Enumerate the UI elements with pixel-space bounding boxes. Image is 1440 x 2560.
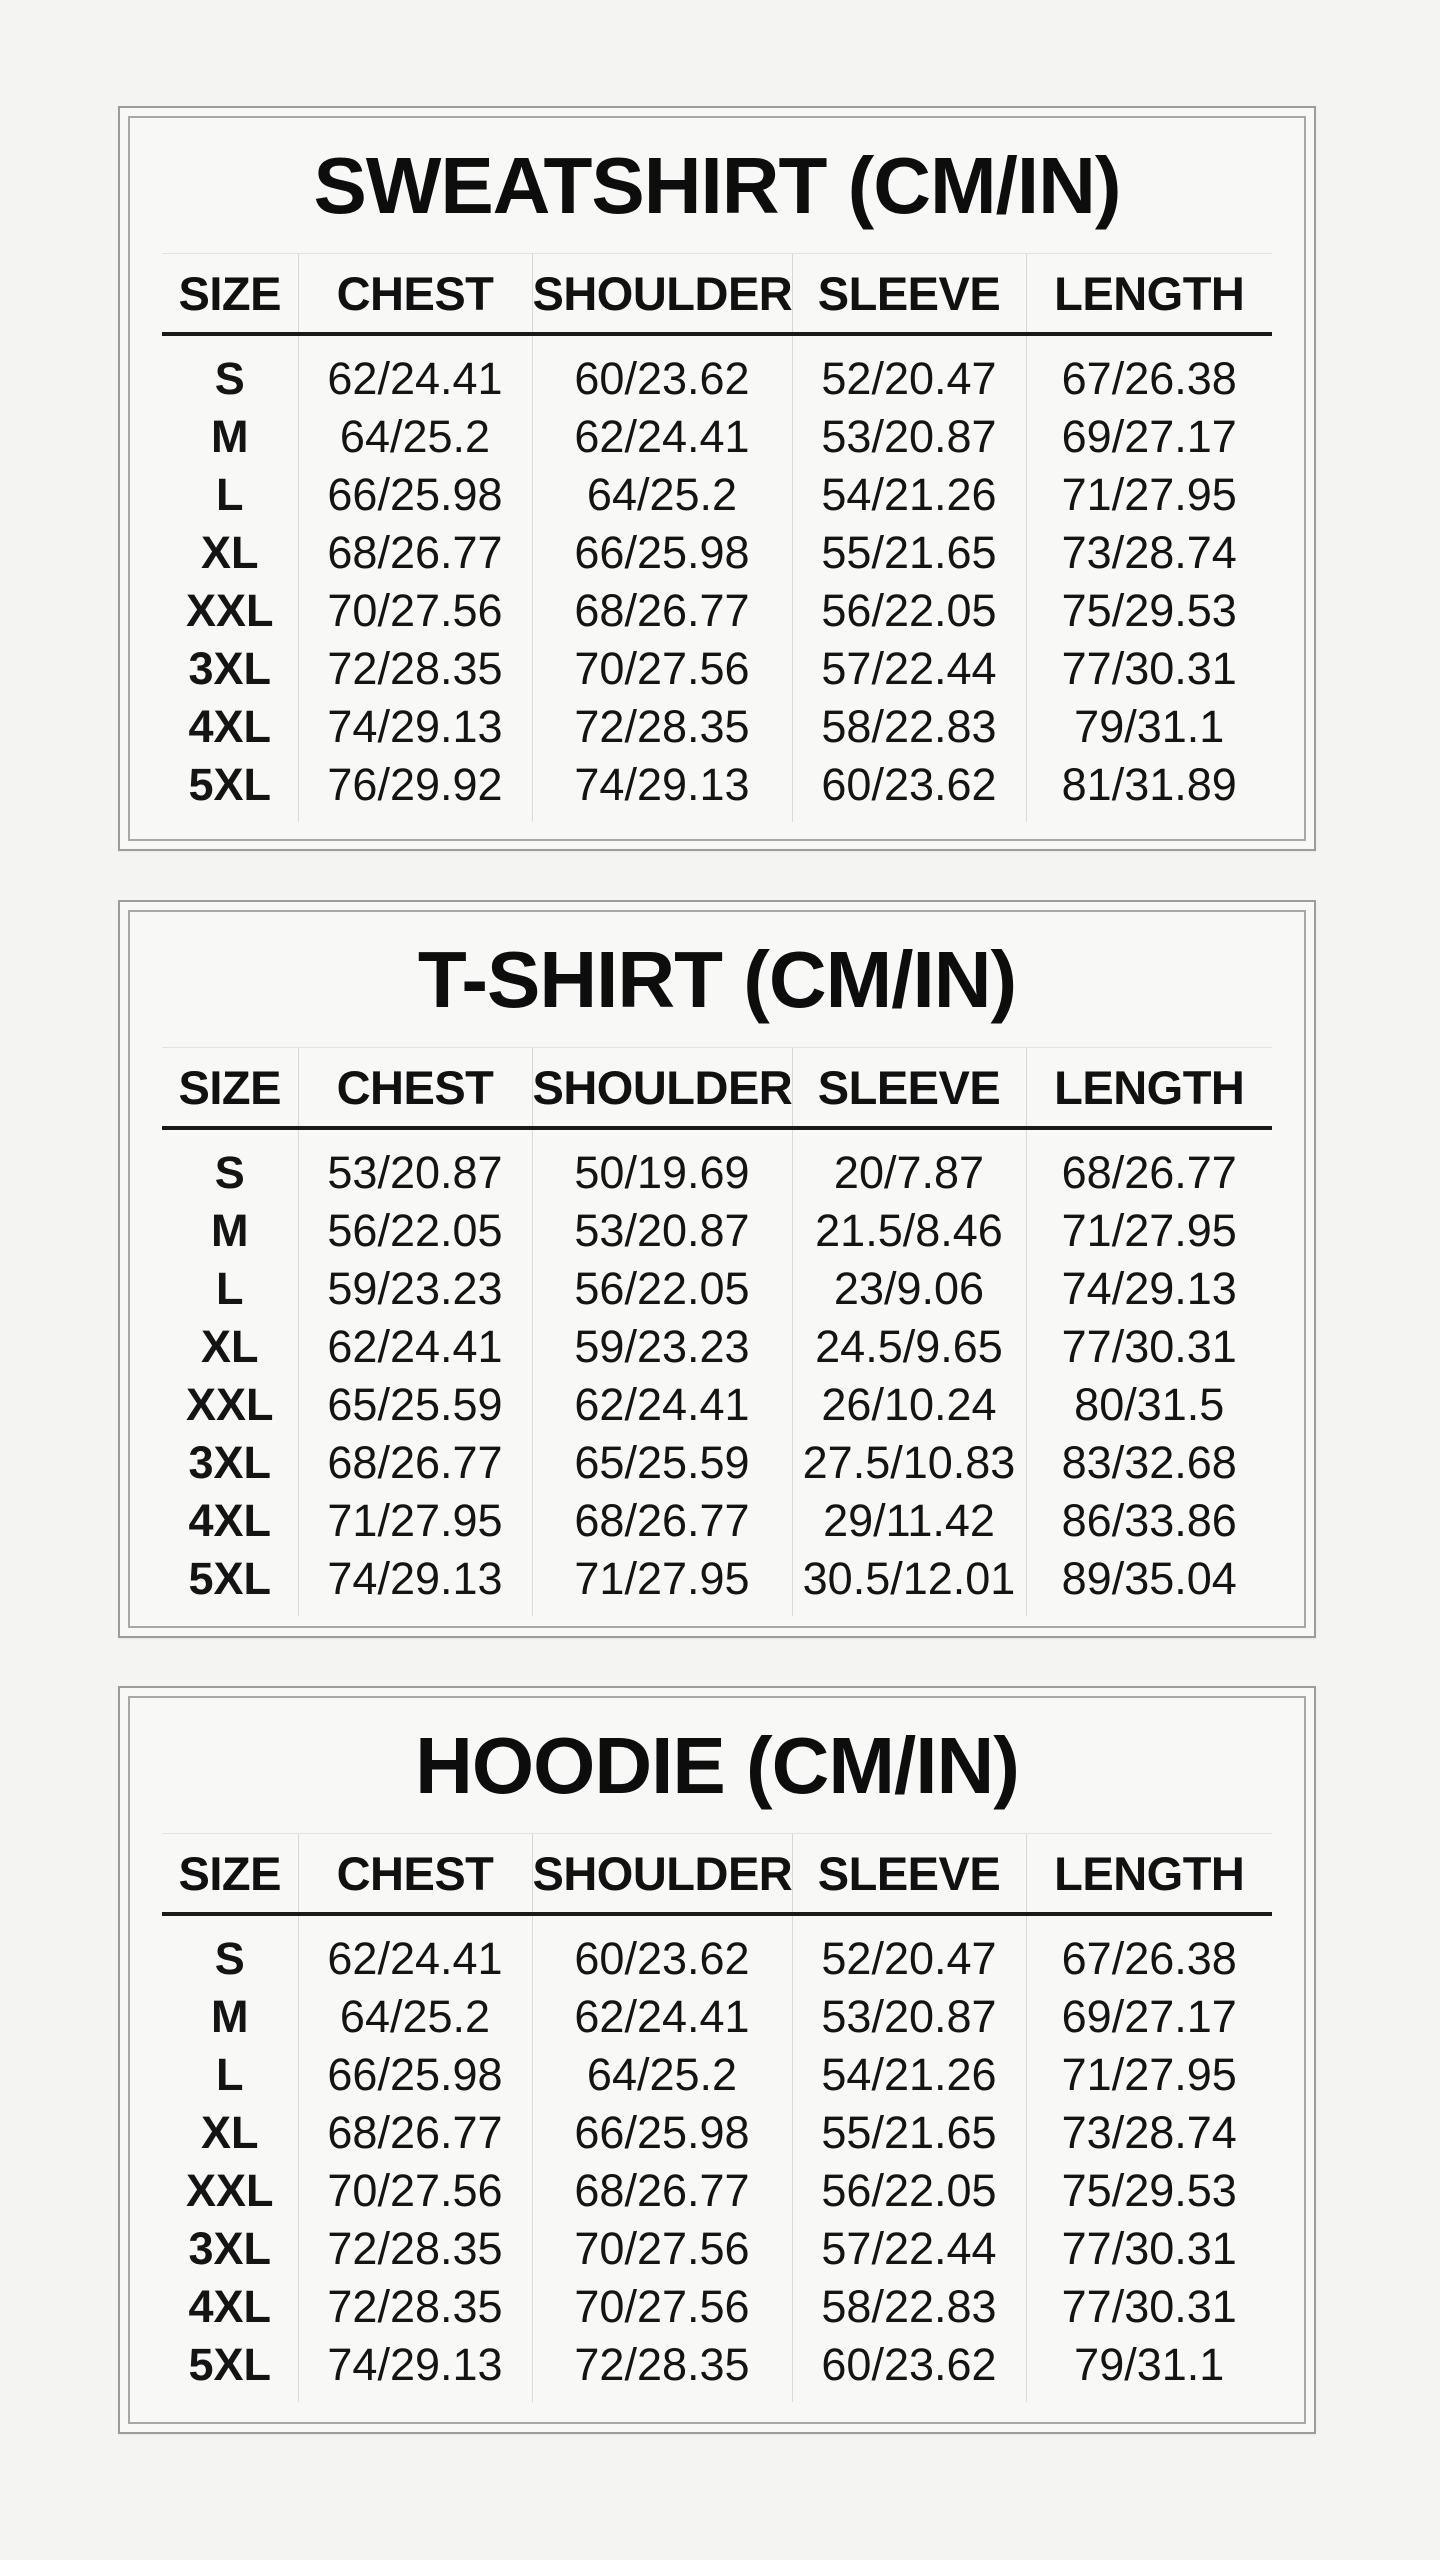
- sleeve-value: 24.5/9.65: [792, 1318, 1026, 1376]
- table-row: [162, 1492, 1272, 1550]
- chest-value: 62/24.41: [298, 1930, 532, 1988]
- size-table: [162, 1833, 1272, 2402]
- shoulder-value: 70/27.56: [532, 640, 792, 698]
- table-row: [162, 2220, 1272, 2278]
- chest-value: 71/27.95: [298, 1492, 532, 1550]
- size-label: M: [211, 411, 249, 462]
- size-label: M: [211, 1991, 249, 2042]
- spacer-cell: [162, 1914, 298, 1930]
- chest-value: 70/27.56: [298, 2162, 532, 2220]
- length-value: 71/27.95: [1026, 2046, 1272, 2104]
- spacer-cell: [792, 1914, 1026, 1930]
- length-value: 73/28.74: [1026, 524, 1272, 582]
- length-value: 75/29.53: [1026, 582, 1272, 640]
- spacer-cell: [1026, 1914, 1272, 1930]
- table-row: [162, 698, 1272, 756]
- shoulder-value: 64/25.2: [532, 466, 792, 524]
- size-table: [162, 1047, 1272, 1616]
- chest-value: 72/28.35: [298, 640, 532, 698]
- size-label: L: [216, 2049, 244, 2100]
- chest-value: 74/29.13: [298, 698, 532, 756]
- sleeve-value: 52/20.47: [792, 350, 1026, 408]
- length-value: 71/27.95: [1026, 466, 1272, 524]
- chest-value: 53/20.87: [298, 1144, 532, 1202]
- length-value: 74/29.13: [1026, 1260, 1272, 1318]
- size-label: 3XL: [188, 2223, 272, 2274]
- chest-value: 62/24.41: [298, 1318, 532, 1376]
- shoulder-value: 70/27.56: [532, 2278, 792, 2336]
- column-header-chest: CHEST: [298, 1834, 532, 1915]
- sleeve-value: 58/22.83: [792, 2278, 1026, 2336]
- sleeve-value: 60/23.62: [792, 756, 1026, 822]
- column-header-chest: CHEST: [298, 254, 532, 335]
- sleeve-value: 29/11.42: [792, 1492, 1026, 1550]
- sleeve-value: 55/21.65: [792, 2104, 1026, 2162]
- spacer-row: [162, 334, 1272, 350]
- sleeve-value: 58/22.83: [792, 698, 1026, 756]
- sleeve-value: 26/10.24: [792, 1376, 1026, 1434]
- column-header-sleeve: SLEEVE: [792, 254, 1026, 335]
- length-value: 79/31.1: [1026, 698, 1272, 756]
- length-value: 86/33.86: [1026, 1492, 1272, 1550]
- size-label: XL: [200, 1321, 259, 1372]
- chest-value: 76/29.92: [298, 756, 532, 822]
- shoulder-value: 68/26.77: [532, 1492, 792, 1550]
- shoulder-value: 60/23.62: [532, 1930, 792, 1988]
- length-value: 69/27.17: [1026, 408, 1272, 466]
- size-label: L: [216, 1263, 244, 1314]
- size-table-wrap: [162, 1047, 1272, 1616]
- sleeve-value: 55/21.65: [792, 524, 1026, 582]
- table-row: [162, 1930, 1272, 1988]
- table-body: [162, 1128, 1272, 1616]
- chest-value: 68/26.77: [298, 524, 532, 582]
- shoulder-value: 68/26.77: [532, 582, 792, 640]
- length-value: 67/26.38: [1026, 1930, 1272, 1988]
- column-header-length: LENGTH: [1026, 1048, 1272, 1129]
- header-row: [162, 1834, 1272, 1915]
- column-header-size: SIZE: [162, 254, 298, 335]
- chest-value: 68/26.77: [298, 2104, 532, 2162]
- shoulder-value: 60/23.62: [532, 350, 792, 408]
- table-row: [162, 640, 1272, 698]
- size-label: 4XL: [188, 1495, 272, 1546]
- table-row: [162, 582, 1272, 640]
- sleeve-value: 20/7.87: [792, 1144, 1026, 1202]
- sleeve-value: 57/22.44: [792, 2220, 1026, 2278]
- size-label: 5XL: [188, 2339, 272, 2390]
- shoulder-value: 72/28.35: [532, 698, 792, 756]
- length-value: 75/29.53: [1026, 2162, 1272, 2220]
- table-row: [162, 350, 1272, 408]
- table-row: [162, 1202, 1272, 1260]
- size-label: 4XL: [188, 701, 272, 752]
- length-value: 79/31.1: [1026, 2336, 1272, 2402]
- size-label: 4XL: [188, 2281, 272, 2332]
- column-header-shoulder: SHOULDER: [532, 254, 792, 335]
- column-header-length: LENGTH: [1026, 1834, 1272, 1915]
- length-value: 68/26.77: [1026, 1144, 1272, 1202]
- shoulder-value: 62/24.41: [532, 1376, 792, 1434]
- table-row: [162, 1144, 1272, 1202]
- spacer-cell: [298, 1128, 532, 1144]
- chart-title: T-SHIRT (CM/IN): [417, 935, 1017, 1024]
- spacer-cell: [162, 334, 298, 350]
- length-value: 69/27.17: [1026, 1988, 1272, 2046]
- size-label: XL: [200, 527, 259, 578]
- spacer-cell: [298, 1914, 532, 1930]
- sleeve-value: 52/20.47: [792, 1930, 1026, 1988]
- size-label: 5XL: [188, 1553, 272, 1604]
- shoulder-value: 59/23.23: [532, 1318, 792, 1376]
- spacer-cell: [1026, 334, 1272, 350]
- table-row: [162, 756, 1272, 822]
- shoulder-value: 53/20.87: [532, 1202, 792, 1260]
- length-value: 77/30.31: [1026, 2220, 1272, 2278]
- table-row: [162, 408, 1272, 466]
- sleeve-value: 27.5/10.83: [792, 1434, 1026, 1492]
- chest-value: 74/29.13: [298, 1550, 532, 1616]
- shoulder-value: 64/25.2: [532, 2046, 792, 2104]
- sleeve-value: 56/22.05: [792, 2162, 1026, 2220]
- length-value: 83/32.68: [1026, 1434, 1272, 1492]
- size-chart-tshirt: [118, 900, 1316, 1638]
- size-label: XXL: [185, 2165, 274, 2216]
- size-table-wrap: [162, 253, 1272, 822]
- chest-value: 72/28.35: [298, 2278, 532, 2336]
- chest-value: 65/25.59: [298, 1376, 532, 1434]
- sleeve-value: 54/21.26: [792, 2046, 1026, 2104]
- length-value: 77/30.31: [1026, 2278, 1272, 2336]
- chest-value: 70/27.56: [298, 582, 532, 640]
- table-row: [162, 2278, 1272, 2336]
- shoulder-value: 66/25.98: [532, 2104, 792, 2162]
- sleeve-value: 57/22.44: [792, 640, 1026, 698]
- column-header-size: SIZE: [162, 1834, 298, 1915]
- column-header-shoulder: SHOULDER: [532, 1834, 792, 1915]
- shoulder-value: 72/28.35: [532, 2336, 792, 2402]
- chest-value: 72/28.35: [298, 2220, 532, 2278]
- table-row: [162, 2046, 1272, 2104]
- size-label: 3XL: [188, 643, 272, 694]
- table-row: [162, 1318, 1272, 1376]
- size-table-wrap: [162, 1833, 1272, 2402]
- spacer-row: [162, 1914, 1272, 1930]
- column-header-sleeve: SLEEVE: [792, 1834, 1026, 1915]
- size-label: XXL: [185, 585, 274, 636]
- shoulder-value: 50/19.69: [532, 1144, 792, 1202]
- size-label: XL: [200, 2107, 259, 2158]
- length-value: 73/28.74: [1026, 2104, 1272, 2162]
- chest-value: 68/26.77: [298, 1434, 532, 1492]
- chest-value: 66/25.98: [298, 466, 532, 524]
- spacer-cell: [792, 334, 1026, 350]
- length-value: 89/35.04: [1026, 1550, 1272, 1616]
- size-label: L: [216, 469, 244, 520]
- table-row: [162, 2162, 1272, 2220]
- table-row: [162, 1434, 1272, 1492]
- sleeve-value: 53/20.87: [792, 408, 1026, 466]
- sleeve-value: 53/20.87: [792, 1988, 1026, 2046]
- shoulder-value: 74/29.13: [532, 756, 792, 822]
- shoulder-value: 56/22.05: [532, 1260, 792, 1318]
- chest-value: 64/25.2: [298, 1988, 532, 2046]
- spacer-cell: [532, 1914, 792, 1930]
- shoulder-value: 66/25.98: [532, 524, 792, 582]
- chart-title: HOODIE (CM/IN): [415, 1721, 1019, 1810]
- header-row: [162, 254, 1272, 335]
- length-value: 77/30.31: [1026, 640, 1272, 698]
- size-table: [162, 253, 1272, 822]
- table-row: [162, 466, 1272, 524]
- shoulder-value: 62/24.41: [532, 408, 792, 466]
- size-label: M: [211, 1205, 249, 1256]
- sleeve-value: 21.5/8.46: [792, 1202, 1026, 1260]
- table-row: [162, 1988, 1272, 2046]
- column-header-size: SIZE: [162, 1048, 298, 1129]
- spacer-cell: [1026, 1128, 1272, 1144]
- sleeve-value: 56/22.05: [792, 582, 1026, 640]
- sleeve-value: 54/21.26: [792, 466, 1026, 524]
- sleeve-value: 23/9.06: [792, 1260, 1026, 1318]
- size-label: 5XL: [188, 759, 272, 810]
- length-value: 81/31.89: [1026, 756, 1272, 822]
- table-row: [162, 2104, 1272, 2162]
- chest-value: 64/25.2: [298, 408, 532, 466]
- length-value: 67/26.38: [1026, 350, 1272, 408]
- size-label: 3XL: [188, 1437, 272, 1488]
- column-header-chest: CHEST: [298, 1048, 532, 1129]
- column-header-length: LENGTH: [1026, 254, 1272, 335]
- chart-title: SWEATSHIRT (CM/IN): [313, 141, 1121, 230]
- table-body: [162, 334, 1272, 822]
- spacer-cell: [532, 1128, 792, 1144]
- spacer-row: [162, 1128, 1272, 1144]
- table-row: [162, 1550, 1272, 1616]
- shoulder-value: 71/27.95: [532, 1550, 792, 1616]
- spacer-cell: [532, 334, 792, 350]
- table-row: [162, 1376, 1272, 1434]
- shoulder-value: 70/27.56: [532, 2220, 792, 2278]
- table-body: [162, 1914, 1272, 2402]
- size-label: S: [214, 1933, 245, 1984]
- column-header-sleeve: SLEEVE: [792, 1048, 1026, 1129]
- sleeve-value: 60/23.62: [792, 2336, 1026, 2402]
- length-value: 71/27.95: [1026, 1202, 1272, 1260]
- column-header-shoulder: SHOULDER: [532, 1048, 792, 1129]
- size-label: S: [214, 1147, 245, 1198]
- table-row: [162, 2336, 1272, 2402]
- chest-value: 74/29.13: [298, 2336, 532, 2402]
- length-value: 80/31.5: [1026, 1376, 1272, 1434]
- shoulder-value: 65/25.59: [532, 1434, 792, 1492]
- spacer-cell: [792, 1128, 1026, 1144]
- size-chart-sweatshirt: [118, 106, 1316, 851]
- chest-value: 56/22.05: [298, 1202, 532, 1260]
- header-row: [162, 1048, 1272, 1129]
- shoulder-value: 68/26.77: [532, 2162, 792, 2220]
- chest-value: 62/24.41: [298, 350, 532, 408]
- table-row: [162, 1260, 1272, 1318]
- spacer-cell: [162, 1128, 298, 1144]
- size-chart-hoodie: [118, 1686, 1316, 2434]
- chest-value: 59/23.23: [298, 1260, 532, 1318]
- spacer-cell: [298, 334, 532, 350]
- size-label: S: [214, 353, 245, 404]
- table-row: [162, 524, 1272, 582]
- chest-value: 66/25.98: [298, 2046, 532, 2104]
- length-value: 77/30.31: [1026, 1318, 1272, 1376]
- sleeve-value: 30.5/12.01: [792, 1550, 1026, 1616]
- shoulder-value: 62/24.41: [532, 1988, 792, 2046]
- size-label: XXL: [185, 1379, 274, 1430]
